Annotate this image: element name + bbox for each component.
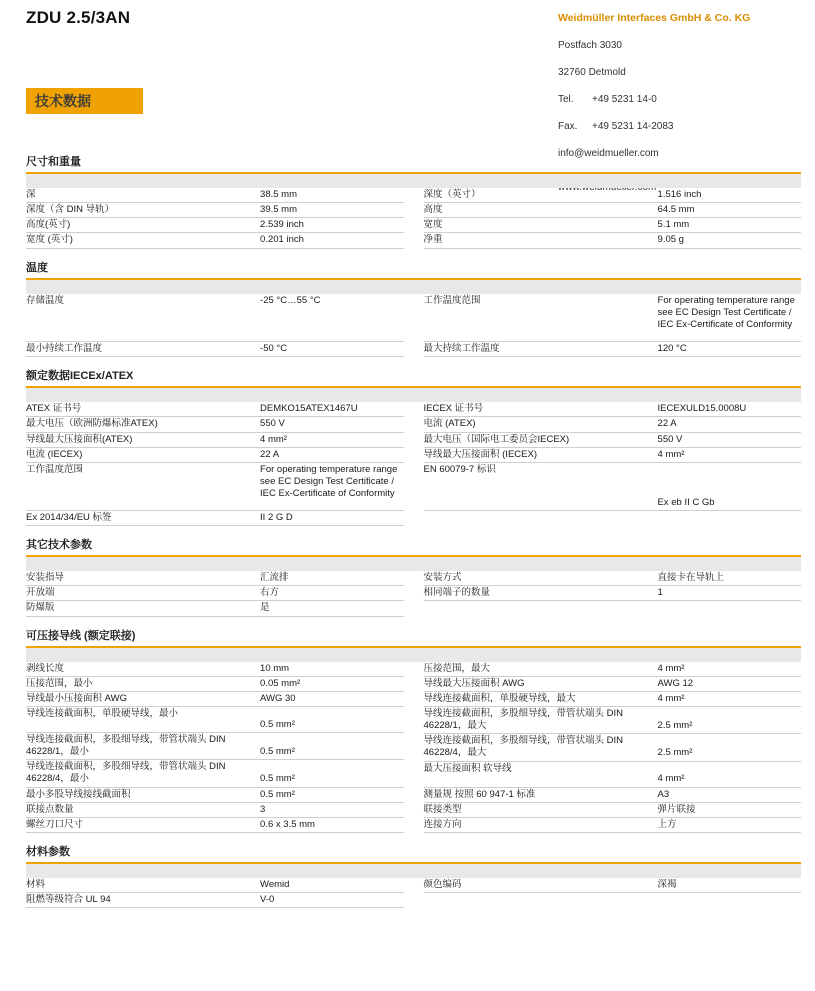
table-row [424, 691, 802, 706]
company-address-line-2: 32760 Detmold [558, 67, 626, 78]
spec-value: V-0 [260, 893, 403, 908]
spec-key: 深度（含 DIN 导轨） [26, 203, 260, 218]
document-header [0, 0, 815, 159]
table-row [26, 601, 404, 616]
section-spacer [26, 357, 801, 364]
spec-key: 联接点数量 [26, 802, 260, 817]
section-band [26, 648, 801, 662]
table-row [424, 761, 802, 787]
spec-value: 3 [260, 802, 403, 817]
table-row [26, 462, 404, 510]
spec-value: 22 A [658, 417, 801, 432]
spec-value: 0.5 mm² [260, 787, 403, 802]
spec-table [26, 662, 404, 834]
section-title: 温度 [26, 261, 48, 274]
spec-table [424, 662, 802, 834]
spec-section [26, 256, 801, 365]
spec-key: 导线最大压接面积 (IECEX) [424, 447, 658, 462]
table-row [424, 878, 802, 893]
page-title: ZDU 2.5/3AN [26, 8, 131, 27]
spec-value: 5.1 mm [658, 218, 801, 233]
spec-key: 导线最大压接面积(ATEX) [26, 432, 260, 447]
section-spacer [26, 908, 801, 915]
table-row [424, 571, 802, 586]
spec-key: 导线连接截面积，多股细导线，带管状端头 DIN 46228/1，最大 [424, 707, 658, 734]
section-columns [26, 571, 801, 616]
table-row [26, 691, 404, 706]
table-row [26, 203, 404, 218]
table-row [26, 586, 404, 601]
table-row [26, 342, 404, 357]
spec-table [26, 878, 404, 908]
spec-key: 材料 [26, 878, 260, 893]
table-row [424, 402, 802, 417]
spec-table [424, 294, 802, 358]
company-address-line-1: Postfach 3030 [558, 40, 622, 51]
spec-value: 是 [260, 601, 403, 616]
technical-data-label: 技术数据 [35, 93, 91, 109]
spec-value: 39.5 mm [260, 203, 403, 218]
table-row [26, 733, 404, 760]
spec-value: 4 mm² [658, 662, 801, 677]
spec-key: 联接类型 [424, 802, 658, 817]
spec-column-right [414, 878, 802, 908]
spec-table [424, 571, 802, 601]
spec-value: Wemid [260, 878, 403, 893]
spec-key: 颜色编码 [424, 878, 658, 893]
technical-data-banner [26, 88, 143, 114]
spec-value: For operating temperature range see EC Design Test Certificate / IEC Ex-Certificate of Conformity [260, 462, 403, 510]
telephone-value: +49 5231 14-0 [592, 94, 657, 105]
spec-section [26, 364, 801, 533]
table-row [26, 233, 404, 248]
spec-value: A3 [658, 787, 801, 802]
section-columns [26, 402, 801, 526]
spec-key: 深度（英寸） [424, 188, 658, 203]
table-row [424, 233, 802, 248]
spec-column-right [414, 571, 802, 616]
spec-value: 4 mm² [658, 691, 801, 706]
section-band [26, 388, 801, 402]
table-row [424, 787, 802, 802]
spec-value: 2.5 mm² [658, 707, 801, 734]
section-band [26, 174, 801, 188]
table-row [26, 662, 404, 677]
spec-value: DEMKO15ATEX1467U [260, 402, 403, 417]
spec-key: 最小持续工作温度 [26, 342, 260, 357]
table-row [424, 188, 802, 203]
spec-value: 1 [658, 586, 801, 601]
spec-key: 阻燃等级符合 UL 94 [26, 893, 260, 908]
spec-value: 10 mm [260, 662, 403, 677]
spec-table [424, 878, 802, 893]
spec-key: 导线连接截面积，多股细导线，带管状端头 DIN 46228/1，最小 [26, 733, 260, 760]
table-row [26, 402, 404, 417]
spec-key: 最小多股导线接线截面积 [26, 787, 260, 802]
spec-key: 高度 [424, 203, 658, 218]
spec-value: 汇流排 [260, 571, 403, 586]
spec-column-right [414, 294, 802, 358]
spec-value: AWG 30 [260, 691, 403, 706]
spec-value: 2.5 mm² [658, 734, 801, 761]
spec-value: IECEXULD15.0008U [658, 402, 801, 417]
spec-key: 防爆版 [26, 601, 260, 616]
spec-table [26, 402, 404, 526]
spec-key: 导线最大压接面积 AWG [424, 676, 658, 691]
table-row [424, 734, 802, 761]
spec-key: 电流 (IECEX) [26, 447, 260, 462]
spec-key: 连接方向 [424, 817, 658, 832]
section-columns [26, 294, 801, 358]
table-row [424, 662, 802, 677]
spec-value: 4 mm² [260, 432, 403, 447]
table-row [424, 342, 802, 357]
spec-value: 0.201 inch [260, 233, 403, 248]
spec-key: 宽度 (英寸) [26, 233, 260, 248]
spec-value: 120 °C [658, 342, 801, 357]
table-row [424, 203, 802, 218]
table-row [424, 447, 802, 462]
spec-value: 弹片联接 [658, 802, 801, 817]
company-name: Weidmüller Interfaces GmbH & Co. KG [558, 12, 751, 24]
table-row [424, 817, 802, 832]
spec-key: 导线连接截面积，单股硬导线，最小 [26, 707, 260, 733]
spec-value: 0.6 x 3.5 mm [260, 817, 403, 832]
spec-key: 最大持续工作温度 [424, 342, 658, 357]
spec-value: 右方 [260, 586, 403, 601]
spec-value: 38.5 mm [260, 188, 403, 203]
company-email[interactable]: info@weidmueller.com [558, 148, 659, 159]
section-columns [26, 878, 801, 908]
spec-value: 9.05 g [658, 233, 801, 248]
spec-key: Ex 2014/34/EU 标签 [26, 510, 260, 525]
spec-table [424, 188, 802, 249]
spec-value: 1.516 inch [658, 188, 801, 203]
spec-value: 550 V [658, 432, 801, 447]
table-row [26, 417, 404, 432]
spec-table [26, 571, 404, 616]
table-row [26, 760, 404, 787]
spec-value: 22 A [260, 447, 403, 462]
spec-key: 剥线长度 [26, 662, 260, 677]
spec-key: 净重 [424, 233, 658, 248]
spec-key: 最大压接面积 软导线 [424, 761, 658, 787]
spec-key: 导线连接截面积，多股细导线，带管状端头 DIN 46228/4，最大 [424, 734, 658, 761]
table-row [26, 294, 404, 342]
spec-key: 宽度 [424, 218, 658, 233]
spec-key: 最大电压（国际电工委员会IECEX) [424, 432, 658, 447]
spec-value: -25 °C…55 °C [260, 294, 403, 342]
company-telephone [558, 94, 808, 105]
spec-key: 开放端 [26, 586, 260, 601]
spec-key: 导线连接截面积，多股细导线，带管状端头 DIN 46228/4，最小 [26, 760, 260, 787]
section-title: 材料参数 [26, 846, 70, 859]
spec-column-left [26, 571, 414, 616]
spec-value: 上方 [658, 817, 801, 832]
spec-key: 存储温度 [26, 294, 260, 342]
table-row [424, 417, 802, 432]
spec-value: 深褐 [658, 878, 801, 893]
spec-column-right [414, 402, 802, 526]
section-band [26, 557, 801, 571]
section-title: 可压接导线 (额定联接) [26, 629, 136, 642]
spec-key: 工作温度范围 [424, 294, 658, 342]
spec-value: 4 mm² [658, 447, 801, 462]
table-row [424, 707, 802, 734]
spec-key: 最大电压（欧洲防爆标准ATEX) [26, 417, 260, 432]
specifications-content [0, 150, 815, 915]
table-row [26, 188, 404, 203]
spec-table [26, 188, 404, 249]
spec-key: ATEX 证书号 [26, 402, 260, 417]
spec-column-right [414, 188, 802, 249]
spec-section [26, 624, 801, 841]
section-spacer [26, 249, 801, 256]
spec-key: 测量规 按照 60 947-1 标准 [424, 787, 658, 802]
spec-section [26, 150, 801, 256]
spec-key: 安装方式 [424, 571, 658, 586]
section-spacer [26, 526, 801, 533]
table-row [26, 817, 404, 832]
spec-key: 深 [26, 188, 260, 203]
spec-key: 相同端子的数量 [424, 586, 658, 601]
spec-value: 2.539 inch [260, 218, 403, 233]
section-title: 尺寸和重量 [26, 156, 81, 168]
table-row [26, 676, 404, 691]
spec-key: 安装指导 [26, 571, 260, 586]
spec-section [26, 533, 801, 623]
section-title: 额定数据IECEx/ATEX [26, 370, 134, 383]
fax-label: Fax. [558, 121, 578, 132]
spec-value: 64.5 mm [658, 203, 801, 218]
spec-value: 4 mm² [658, 761, 801, 787]
section-spacer [26, 833, 801, 840]
section-title: 其它技术参数 [26, 539, 92, 552]
table-row [26, 432, 404, 447]
table-row [26, 571, 404, 586]
spec-value: 550 V [260, 417, 403, 432]
telephone-label: Tel. [558, 94, 574, 105]
table-row [26, 218, 404, 233]
table-row [424, 432, 802, 447]
spec-key: 电流 (ATEX) [424, 417, 658, 432]
spec-column-left [26, 294, 414, 358]
table-row [424, 294, 802, 342]
table-row [424, 676, 802, 691]
spec-key: 压接范围，最小 [26, 676, 260, 691]
table-row [26, 802, 404, 817]
table-row [26, 878, 404, 893]
table-row [26, 787, 404, 802]
section-columns [26, 662, 801, 834]
table-row [424, 218, 802, 233]
spec-value: -50 °C [260, 342, 403, 357]
spec-column-left [26, 662, 414, 834]
table-row [26, 707, 404, 733]
spec-value: 直接卡在导轨上 [658, 571, 801, 586]
spec-table [424, 402, 802, 511]
section-band [26, 280, 801, 294]
table-row [26, 893, 404, 908]
section-spacer [26, 617, 801, 624]
table-row [424, 802, 802, 817]
spec-value: For operating temperature range see EC Design Test Certificate / IEC Ex-Certificate of Conformity [658, 294, 801, 342]
spec-key: 导线连接截面积，单股硬导线，最大 [424, 691, 658, 706]
spec-column-left [26, 402, 414, 526]
spec-table [26, 294, 404, 358]
spec-key: 压接范围，最大 [424, 662, 658, 677]
spec-section [26, 840, 801, 915]
spec-value: 0.5 mm² [260, 733, 403, 760]
spec-key: 高度(英寸) [26, 218, 260, 233]
spec-column-right [414, 662, 802, 834]
company-fax [558, 121, 808, 132]
spec-value: 0.5 mm² [260, 707, 403, 733]
spec-value: II 2 G D [260, 510, 403, 525]
spec-value: 0.5 mm² [260, 760, 403, 787]
section-band [26, 864, 801, 878]
section-columns [26, 188, 801, 249]
table-row [26, 510, 404, 525]
spec-key: IECEX 证书号 [424, 402, 658, 417]
spec-key: 导线最小压接面积 AWG [26, 691, 260, 706]
spec-key: 工作温度范围 [26, 462, 260, 510]
spec-value: Ex eb II C Gb [658, 462, 801, 510]
spec-value: AWG 12 [658, 676, 801, 691]
table-row [26, 447, 404, 462]
spec-key: 螺丝刀口尺寸 [26, 817, 260, 832]
table-row [424, 462, 802, 510]
spec-key: EN 60079-7 标识 [424, 462, 658, 510]
spec-column-left [26, 188, 414, 249]
table-row [424, 586, 802, 601]
spec-value: 0.05 mm² [260, 676, 403, 691]
fax-value: +49 5231 14-2083 [592, 121, 674, 132]
spec-column-left [26, 878, 414, 908]
